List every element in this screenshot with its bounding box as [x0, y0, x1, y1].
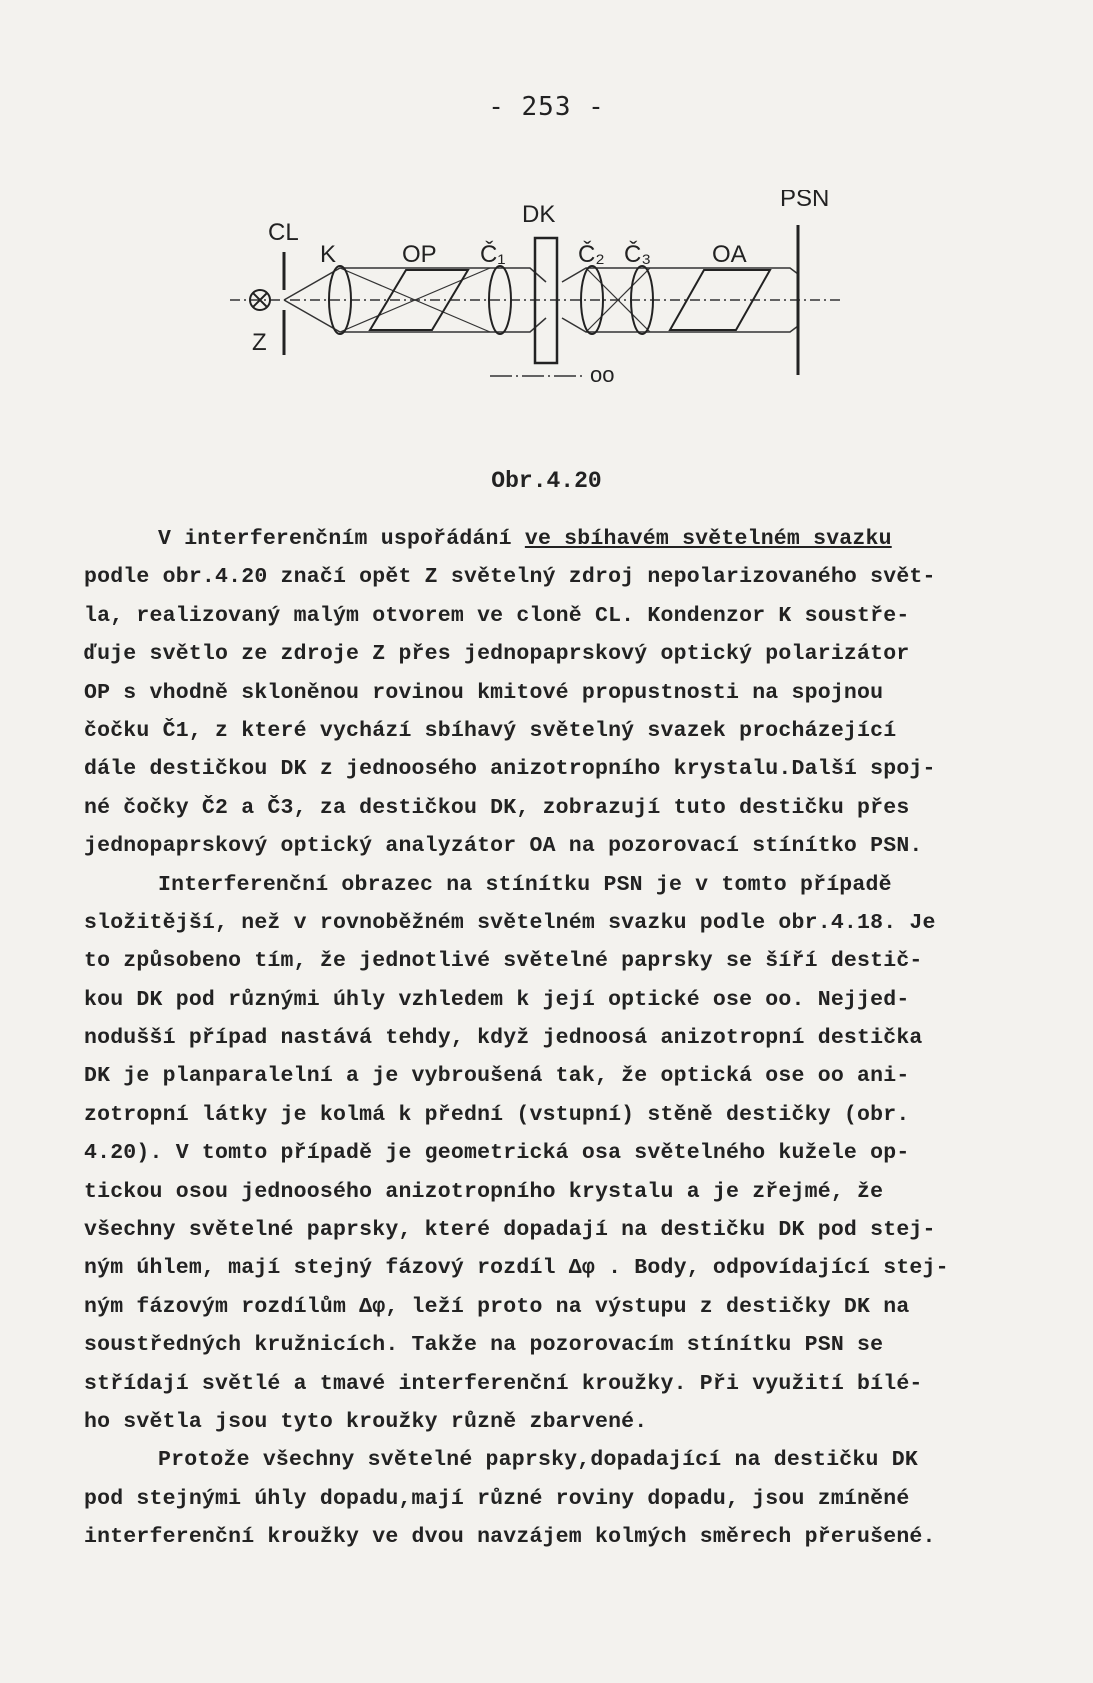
- text-line: [84, 789, 1034, 827]
- text-line-content: nodušší případ nastává tehdy, když jednoosá anizotropní destička: [84, 1026, 923, 1051]
- text-line: [84, 1019, 1034, 1057]
- text-line-content: tickou osou jednoosého anizotropního krystalu a je zřejmé, že: [84, 1179, 884, 1204]
- label-c3: Č₃: [624, 241, 652, 268]
- text-line-content: ďuje světlo ze zdroje Z přes jednopaprskový optický polarizátor: [84, 642, 910, 667]
- text-line-content: DK je planparalelní a je vybroušená tak, že optická ose oo ani-: [84, 1064, 910, 1089]
- text-line: [84, 1403, 1034, 1441]
- text-line: [84, 1057, 1034, 1095]
- text-line-content: zotropní látky je kolmá k přední (vstupní) stěně destičky (obr.: [84, 1102, 910, 1127]
- label-oa: OA: [712, 241, 747, 268]
- text-line-content: dále destičkou DK z jednoosého anizotropního krystalu.Další spoj-: [84, 757, 936, 782]
- text-line: [84, 674, 1034, 712]
- text-line: [84, 1365, 1034, 1403]
- page-number: - 253 -: [488, 92, 605, 122]
- label-c2: Č₂: [578, 241, 605, 268]
- figure-caption: Obr.4.20: [491, 468, 602, 494]
- label-cl: CL: [268, 219, 299, 246]
- label-oo: oo: [590, 362, 615, 387]
- label-c1: Č₁: [480, 241, 506, 268]
- text-line-content: Protože všechny světelné paprsky,dopadající na destičku DK: [158, 1448, 918, 1473]
- text-line-content: 4.20). V tomto případě je geometrická osa světelného kužele op-: [84, 1141, 910, 1166]
- text-line-content: soustředných kružnicích. Takže na pozorovacím stínítku PSN se: [84, 1333, 884, 1358]
- text-line: [84, 712, 1034, 750]
- text-line: [84, 558, 1034, 596]
- text-line-content: ným fázovým rozdílům Δφ, leží proto na výstupu z destičky DK na: [84, 1294, 910, 1319]
- text-line: [84, 1326, 1034, 1364]
- text-line-content: ho světla jsou tyto kroužky různě zbarvené.: [84, 1409, 648, 1434]
- text-line: [84, 904, 1034, 942]
- text-line-content: V interferenčním uspořádání: [158, 527, 525, 551]
- text-line-content: pod stejnými úhly dopadu,mají různé roviny dopadu, jsou zmíněné: [84, 1486, 910, 1511]
- label-k: K: [320, 241, 337, 268]
- text-line-content: kou DK pod různými úhly vzhledem k její optické ose oo. Nejjed-: [84, 987, 910, 1012]
- text-line: [84, 1441, 1034, 1479]
- text-line-content: podle obr.4.20 značí opět Z světelný zdroj nepolarizovaného svět-: [84, 565, 936, 590]
- body-text: [84, 520, 1034, 1557]
- text-line: [84, 597, 1034, 635]
- label-dk: DK: [522, 201, 556, 228]
- text-line-content: to způsobeno tím, že jednotlivé světelné paprsky se šíří destič-: [84, 949, 923, 974]
- text-line-content: složitější, než v rovnoběžném světelném svazku podle obr.4.18. Je: [84, 910, 936, 935]
- text-line-content: Interferenční obrazec na stínítku PSN je v tomto případě: [158, 872, 892, 897]
- optical-setup-diagram: [230, 190, 860, 390]
- text-line: [84, 1134, 1034, 1172]
- text-line-content: OP s vhodně skloněnou rovinou kmitové propustnosti na spojnou: [84, 680, 884, 705]
- text-line-content: všechny světelné paprsky, které dopadají na destičku DK pod stej-: [84, 1218, 936, 1243]
- text-line: [84, 1518, 1034, 1556]
- text-line: [84, 1288, 1034, 1326]
- label-op: OP: [402, 241, 437, 268]
- text-line-content: né čočky Č2 a Č3, za destičkou DK, zobrazují tuto destičku přes: [84, 795, 910, 820]
- text-line: [84, 827, 1034, 865]
- text-line: [84, 1249, 1034, 1287]
- text-line: [84, 981, 1034, 1019]
- text-line: [84, 1480, 1034, 1518]
- text-line: [84, 1096, 1034, 1134]
- text-line-content: ným úhlem, mají stejný fázový rozdíl Δφ . Body, odpovídající stej-: [84, 1256, 949, 1281]
- text-line-content: čočku Č1, z které vychází sbíhavý světelný svazek procházející: [84, 718, 897, 743]
- text-line: [84, 635, 1034, 673]
- text-line-content: la, realizovaný malým otvorem ve cloně CL. Kondenzor K soustře-: [84, 603, 910, 628]
- text-line: [84, 942, 1034, 980]
- text-line: [84, 1211, 1034, 1249]
- text-line: [84, 866, 1034, 904]
- text-line: [84, 1173, 1034, 1211]
- text-line-content: jednopaprskový optický analyzátor OA na pozorovací stínítko PSN.: [84, 834, 923, 859]
- text-line: [84, 750, 1034, 788]
- label-psn: PSN: [780, 190, 830, 212]
- text-line-content: interferenční kroužky ve dvou navzájem kolmých směrech přerušené.: [84, 1525, 936, 1550]
- text-line-content: střídají světlé a tmavé interferenční kroužky. Při využití bílé-: [84, 1371, 923, 1396]
- label-z: Z: [252, 329, 267, 356]
- text-line: [84, 520, 1034, 558]
- underlined-phrase: ve sbíhavém světelném svazku: [524, 527, 892, 551]
